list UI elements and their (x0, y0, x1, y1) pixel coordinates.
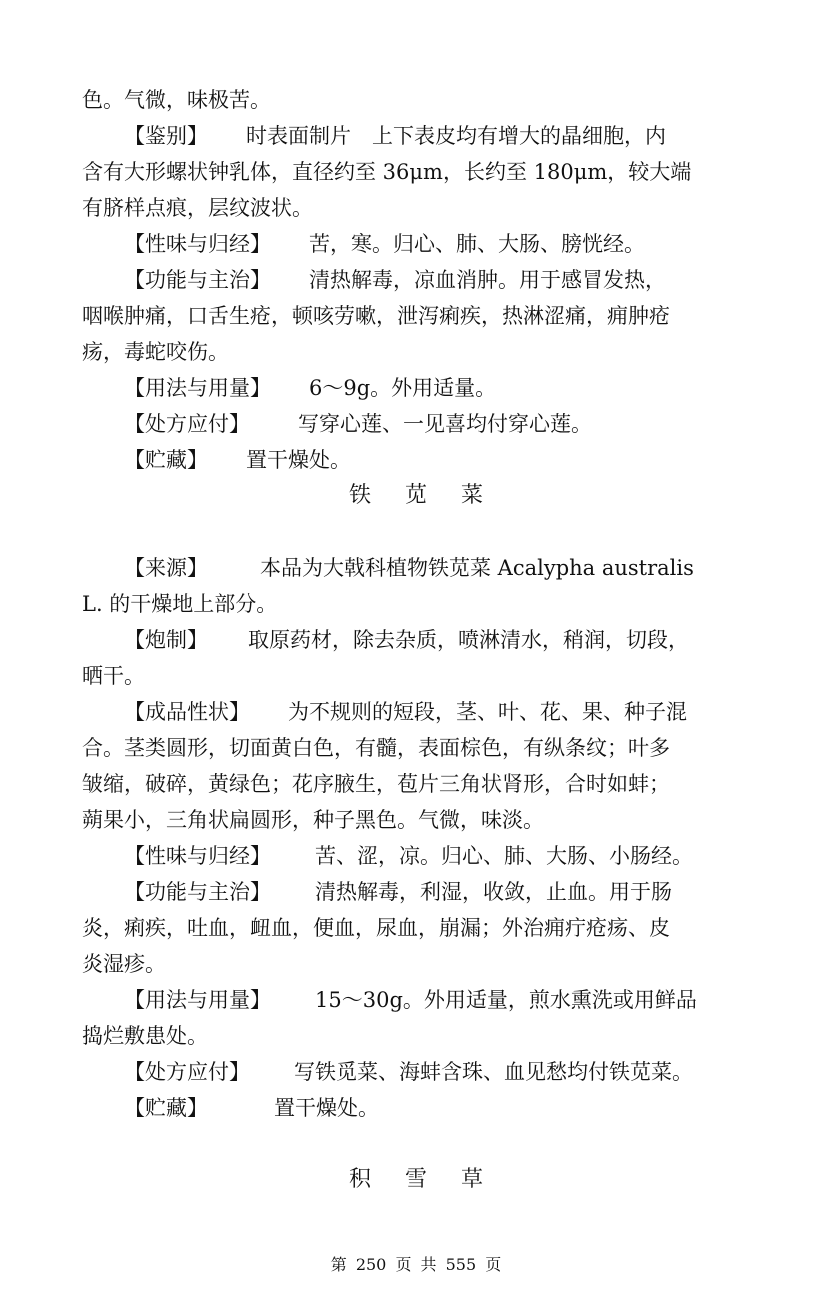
paragraph-text: 晒干。 (82, 664, 145, 688)
paragraph-text: 炎，痢疾，吐血，衄血，便血，尿血，崩漏；外治痈疔疮疡、皮 (82, 916, 670, 940)
paragraph-text: 疡，毒蛇咬伤。 (82, 340, 229, 364)
paragraph-text: 写铁觅菜、海蚌含珠、血见愁均付铁苋菜。 (294, 1060, 693, 1084)
paragraph-text: 苦、涩，凉。归心、肺、大肠、小肠经。 (315, 844, 693, 868)
paragraph-text: 咽喉肿痛，口舌生疮，顿咳劳嗽，泄泻痢疾，热淋涩痛，痈肿疮 (82, 304, 670, 328)
paragraph-text: 取原药材，除去杂质，喷淋清水，稍润，切段， (248, 628, 689, 652)
paragraph-text: 清热解毒，凉血消肿。用于感冒发热， (309, 268, 666, 292)
text-line (82, 770, 670, 798)
text-line (82, 914, 670, 942)
paragraph-text: 15～30g。外用适量，煎水熏洗或用鲜品 (315, 988, 697, 1012)
paragraph-text: 置干燥处。 (274, 1096, 379, 1120)
prescription-line (124, 410, 592, 438)
section-tag: 【功能与主治】 (124, 880, 271, 904)
storage-line (124, 446, 351, 474)
section-tag: 【鉴别】 (124, 124, 208, 148)
paragraph-text: 6～9g。外用适量。 (309, 376, 497, 400)
paragraph-text: 蒴果小，三角状扁圆形，种子黑色。气微，味淡。 (82, 808, 544, 832)
section-tag: 【功能与主治】 (124, 268, 271, 292)
usage-line (124, 986, 697, 1014)
text-line (82, 734, 670, 762)
paragraph-text: 时表面制片 上下表皮均有增大的晶细胞，内 (246, 124, 666, 148)
character-line (124, 698, 687, 726)
section-tag: 【炮制】 (124, 628, 208, 652)
section-tag: 【成品性状】 (124, 700, 250, 724)
page-footer: 第 250 页 共 555 页 (330, 1255, 502, 1274)
paragraph-text: 含有大形螺状钟乳体，直径约至 36μm，长约至 180μm，较大端 (82, 160, 692, 184)
paragraph-text: 写穿心莲、一见喜均付穿心莲。 (298, 412, 592, 436)
section-tag: 【用法与用量】 (124, 376, 271, 400)
section-tag: 【性味与归经】 (124, 232, 271, 256)
section-tag: 【处方应付】 (124, 412, 250, 436)
section-tag: 【性味与归经】 (124, 844, 271, 868)
function-line (124, 878, 672, 906)
text-line (82, 950, 166, 978)
paragraph-text: L. 的干燥地上部分。 (82, 592, 278, 616)
text-line (82, 338, 229, 366)
entry-title: 积雪草 (348, 1167, 517, 1192)
section-tag: 【贮藏】 (124, 448, 208, 472)
paragraph-text: 清热解毒，利湿，收敛，止血。用于肠 (315, 880, 672, 904)
paragraph-text: 苦，寒。归心、肺、大肠、膀恍经。 (309, 232, 645, 256)
text-line (82, 590, 277, 618)
text-line (82, 662, 145, 690)
text-line (82, 1022, 208, 1050)
paragraph-text: 为不规则的短段，茎、叶、花、果、种子混 (288, 700, 687, 724)
paragraph-text: 置干燥处。 (246, 448, 351, 472)
function-line (124, 266, 666, 294)
process-line (124, 626, 689, 654)
text-line (82, 158, 691, 186)
paragraph-text: 色。气微，味极苦。 (82, 88, 271, 112)
nature-line (124, 230, 645, 258)
paragraph-text: 捣烂敷患处。 (82, 1024, 208, 1048)
paragraph-text: 合。茎类圆形，切面黄白色，有髓，表面棕色，有纵条纹；叶多 (82, 736, 670, 760)
section-tag: 【用法与用量】 (124, 988, 271, 1012)
entry-title: 铁苋菜 (348, 483, 517, 508)
text-line (82, 302, 670, 330)
source-line (124, 554, 694, 582)
nature-line (124, 842, 693, 870)
section-tag: 【贮藏】 (124, 1096, 208, 1120)
prescription-line (124, 1058, 693, 1086)
section-tag: 【来源】 (124, 556, 208, 580)
paragraph-text: 皱缩，破碎，黄绿色；花序腋生，苞片三角状肾形，合时如蚌； (82, 772, 670, 796)
paragraph-text: 本品为大戟科植物铁苋菜 Acalypha australis (260, 556, 694, 580)
text-line (82, 194, 313, 222)
identify-line (124, 122, 666, 150)
paragraph-text: 炎湿疹。 (82, 952, 166, 976)
storage-line (124, 1094, 379, 1122)
text-line (82, 86, 271, 114)
usage-line (124, 374, 496, 402)
section-tag: 【处方应付】 (124, 1060, 250, 1084)
text-line (82, 806, 544, 834)
paragraph-text: 有脐样点痕，层纹波状。 (82, 196, 313, 220)
